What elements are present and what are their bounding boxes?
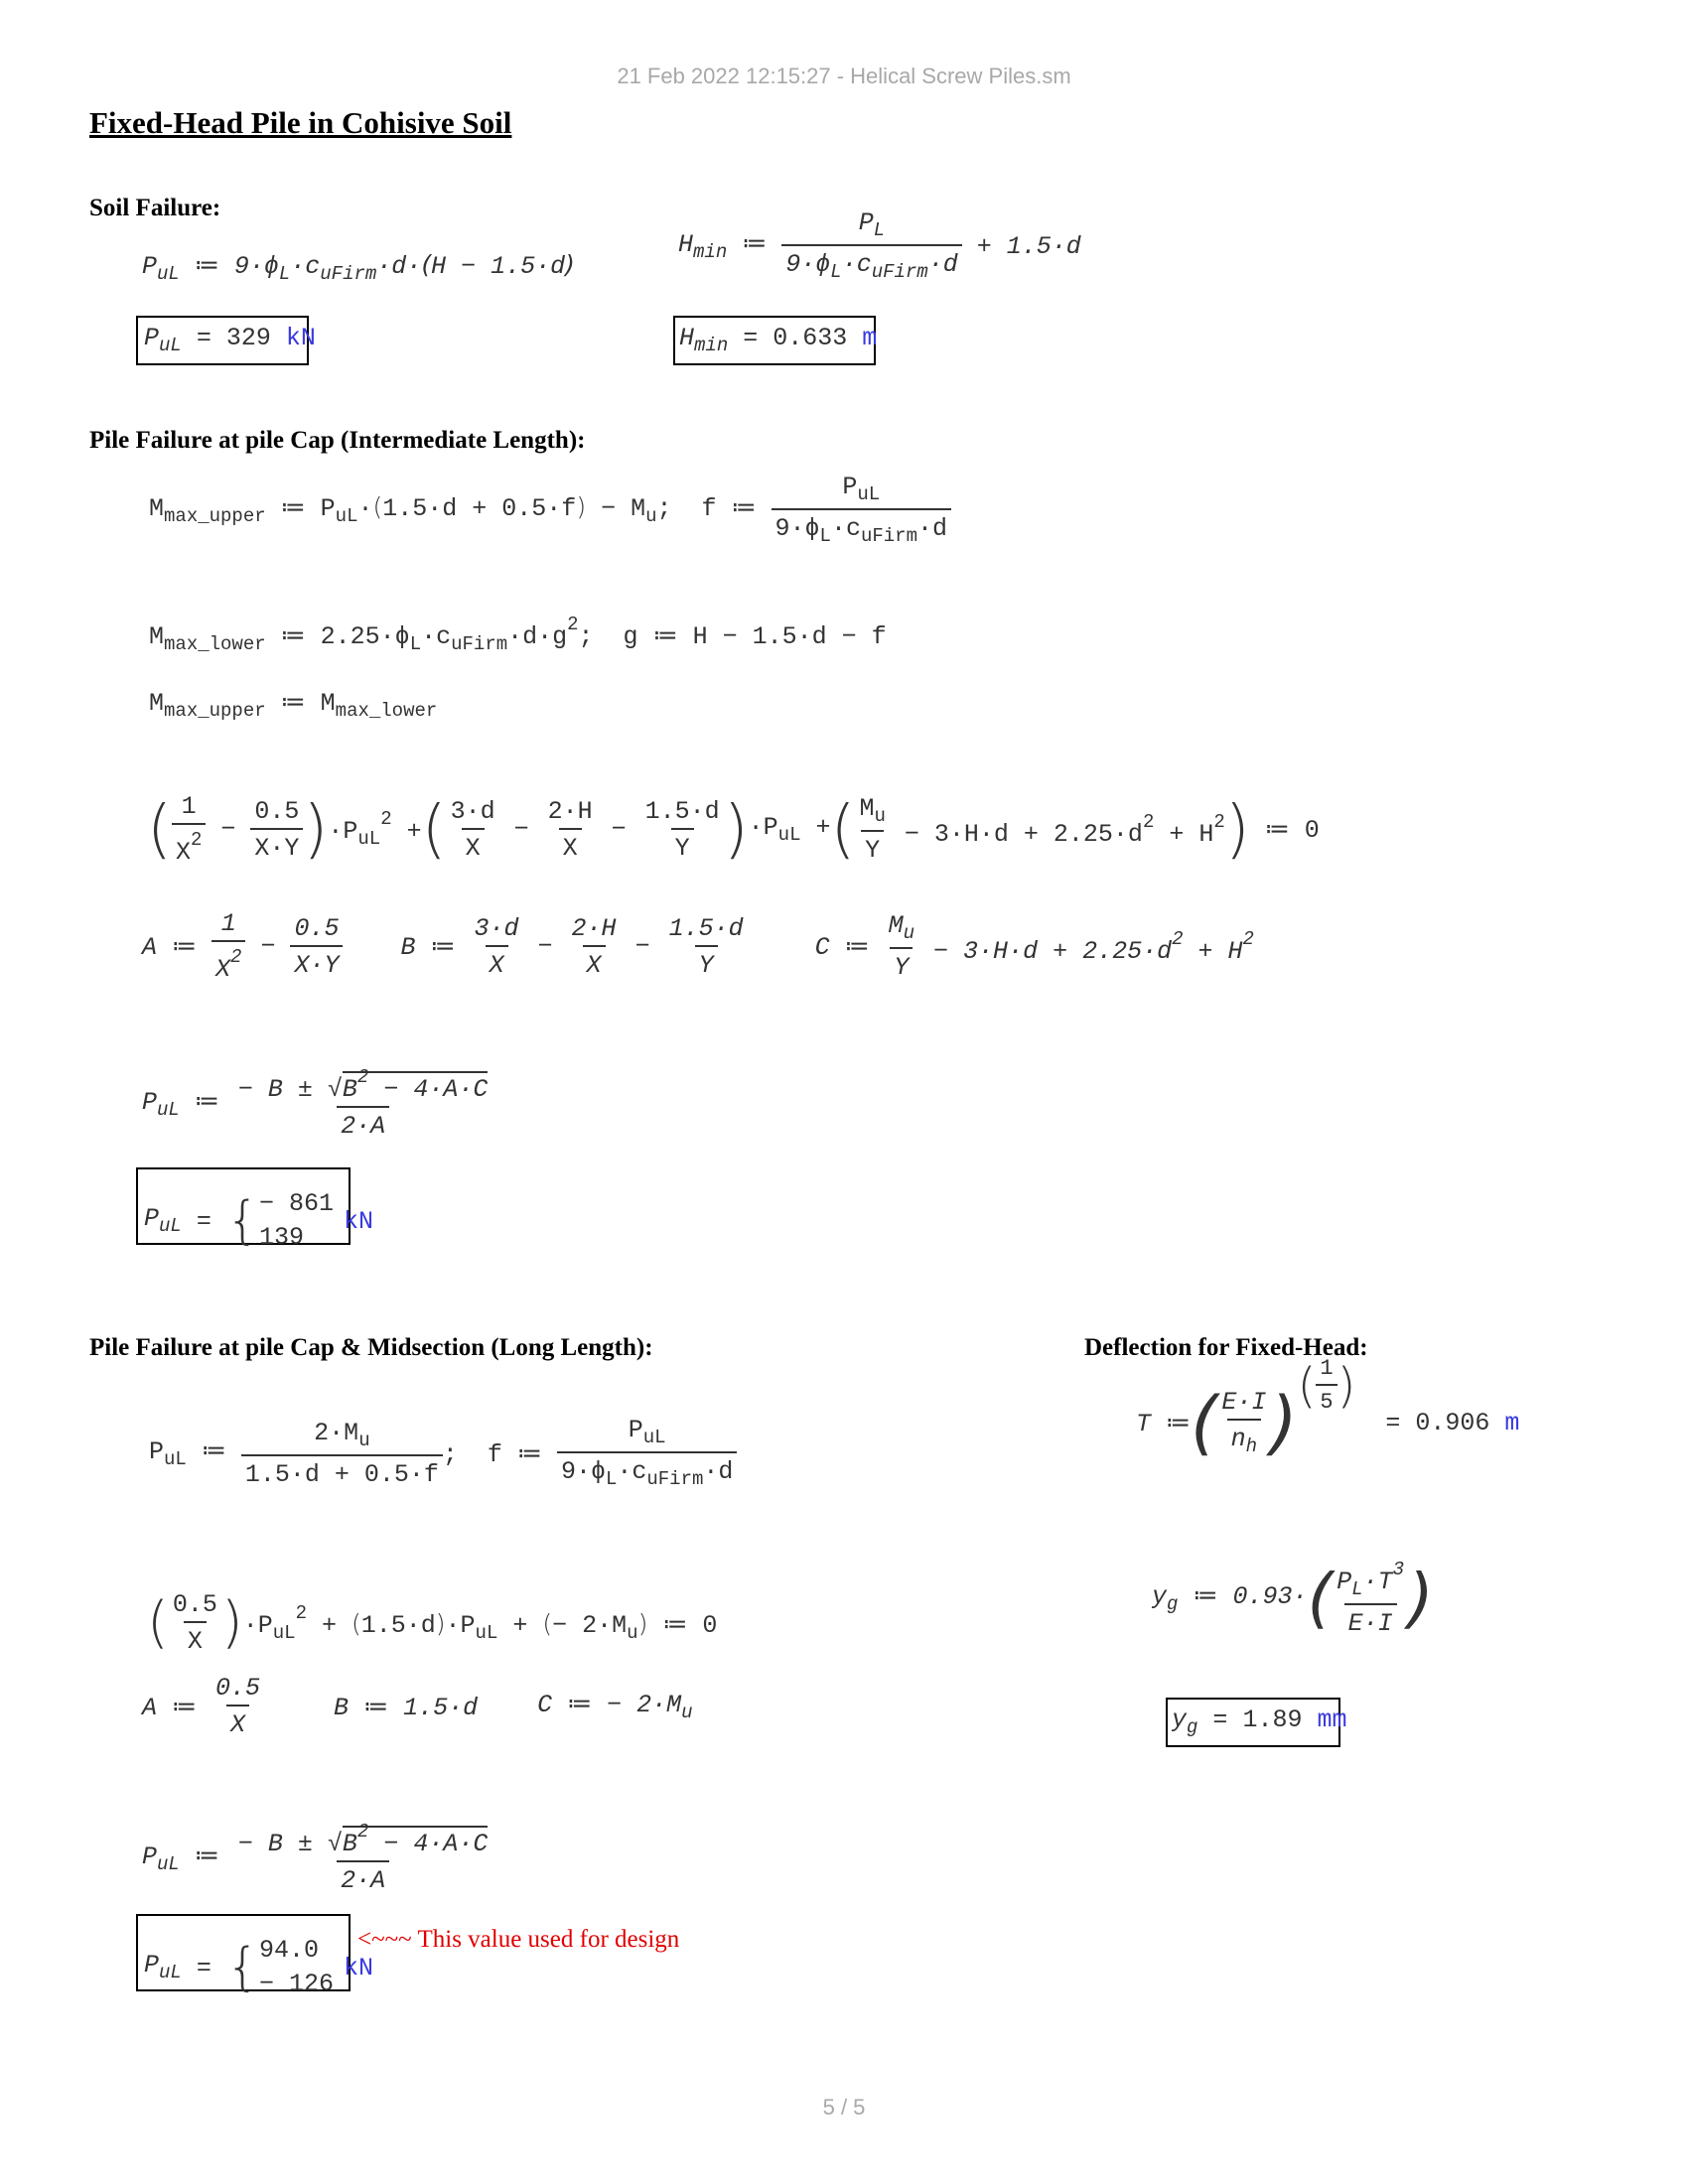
equation-abc-long: A ≔ $\frac{0.5}{X}$ B ≔ 1.5·d C ≔ − $2\cdot M_u$: [142, 1674, 693, 1739]
result-yg: $y_g = 1.89$ mm: [1172, 1706, 1347, 1738]
equation-abc-intermediate: A ≔ $\frac{1}{X^2}$ − $\frac{0.5}{X\cdot Y}$ B ≔ $\frac{3\cdot d}{X}$ − $\frac{2\cdot H}{X}$ − $\frac{1.5\cdot d}{Y}$ C ≔ $\frac{M_u}{Y}$ − $3\cdot H\cdot d + 2.25\cdot d^2 + H^2$: [142, 909, 1254, 984]
section-long-length: Pile Failure at pile Cap & Midsection (Long Length):: [89, 1334, 653, 1361]
unit-mm: mm: [1317, 1706, 1347, 1734]
unit-kn: kN: [343, 1953, 373, 1982]
equation-quadratic-long: ( $\frac{0.5}{X}$ ) $\cdot P_{uL}^2 + (1.5\cdot d)\cdot P_{uL}$ + (− $2\cdot M_u$) ≔ 0: [147, 1590, 718, 1656]
unit-kn: kN: [343, 1206, 373, 1236]
equation-root-intermediate: $P_{uL}$ ≔ $\frac{- B \pm √B^2 - 4\cdot A\cdot C}{2\cdot A}$: [142, 1066, 489, 1141]
page-title: Fixed-Head Pile in Cohisive Soil: [89, 105, 512, 140]
result-pul-intermediate: $P_{uL}$ = { − 861 139 kN: [144, 1189, 373, 1252]
equation-mmax-lower: $M_{max\_lower}$ ≔ $2.25\cdot\phi_L\cdot c_{uFirm}\cdot d\cdot g^2$; g ≔ H − 1.5·d − f: [149, 614, 887, 655]
unit-m: m: [862, 324, 878, 352]
unit-kn: kN: [285, 324, 316, 352]
equation-t: T ≔ ( $\frac{E\cdot I}{n_h}$ ) ( $\frac{1}{5}$ ) = 0.906 m: [1136, 1356, 1520, 1463]
equation-root-long: $P_{uL}$ ≔ $\frac{- B \pm √B^2 - 4\cdot A\cdot C}{2\cdot A}$: [142, 1821, 489, 1895]
unit-m: m: [1504, 1408, 1520, 1437]
equation-pul-soil: $P_{uL}$ ≔ $9\cdot\phi_L\cdot c_{uFirm}\cdot d\cdot(H - 1.5\cdot d)$: [142, 250, 575, 285]
result-hmin: $H_{min} = 0.633$ m: [679, 324, 878, 356]
result-pul-soil: $P_{uL} = 329$ kN: [144, 324, 316, 356]
page-number: 5 / 5: [822, 2095, 866, 2119]
section-soil-failure: Soil Failure:: [89, 195, 221, 221]
section-deflection: Deflection for Fixed-Head:: [1084, 1334, 1368, 1361]
result-pul-long: $P_{uL}$ = { 94.0 − 126 kN: [144, 1936, 373, 1998]
equation-quadratic-intermediate: ( $\frac{1}{X^2}$ − $\frac{0.5}{X\cdot Y}$ ) $\cdot P_{uL}^2$ + ( $\frac{3\cdot d}{X}$ − $\frac{2\cdot H}{X}$ − $\frac{1.5\cdot d}{Y}$ ) $\cdot P_{uL}$ + ( $\frac{M_u}{Y}$ − $3\cdot H\cdot d + 2.25\cdot d^2 + H^2$ ) ≔ 0: [147, 792, 1320, 867]
equation-mmax-upper: $M_{max\_upper}$ ≔ $P_{uL}\cdot(1.5\cdot d + 0.5\cdot f) - M_u$; f ≔ $\frac{P_{uL}}{9\cdot\phi_L\cdot c_{uFirm}\cdot d}$: [149, 475, 951, 546]
design-value-note: <~~~ This value used for design: [357, 1926, 680, 1953]
page-header: 21 Feb 2022 12:15:27 - Helical Screw Piles.sm: [617, 64, 1071, 88]
equation-pul-long: $P_{uL}$ ≔ $\frac{2\cdot M_u}{1.5\cdot d + 0.5\cdot f}$ ; f ≔ $\frac{P_{uL}}{9\cdot\phi_L\cdot c_{uFirm}\cdot d}$: [149, 1418, 737, 1489]
equation-hmin: $H_{min}$ ≔ $\frac{P_L}{9\cdot\phi_L\cdot c_{uFirm}\cdot d}$ + 1.5·d: [678, 208, 1081, 283]
equation-mmax-equal: $M_{max\_upper}$ ≔ $M_{max\_lower}$: [149, 687, 438, 722]
section-intermediate-length: Pile Failure at pile Cap (Intermediate Length):: [89, 427, 586, 454]
equation-yg: $y_g$ ≔ 0.93· ( $\frac{P_L\cdot T^3}{E\cdot I}$ ): [1152, 1559, 1434, 1638]
